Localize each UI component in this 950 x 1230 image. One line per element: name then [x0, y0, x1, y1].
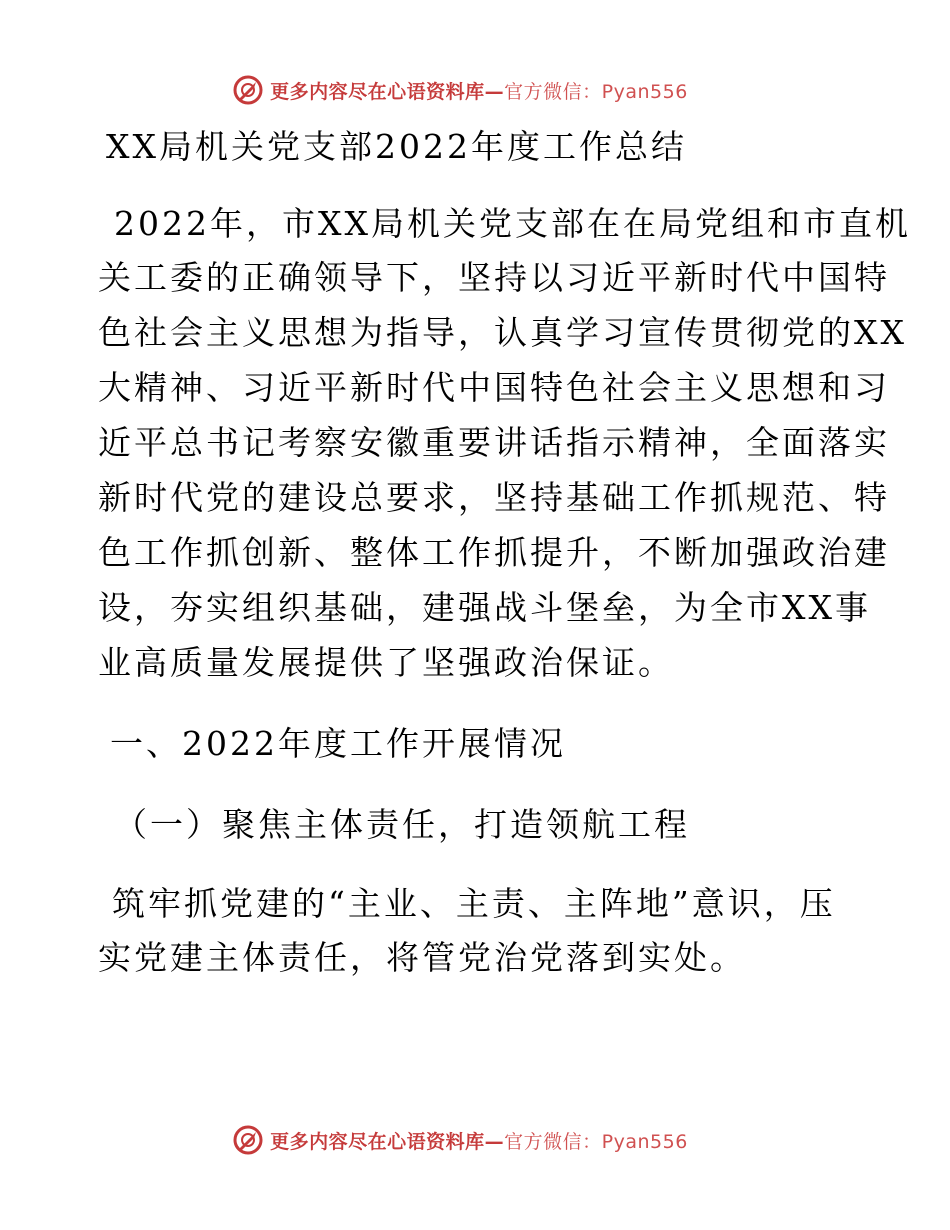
- intro-line: 新时代党的建设总要求，坚持基础工作抓规范、特: [98, 478, 890, 517]
- paragraph-line: 筑牢抓党建的“主业、主责、主阵地”意识，压: [112, 884, 836, 923]
- paragraph-line: 实党建主体责任，将管党治党落到实处。: [98, 938, 746, 977]
- watermark-header: [0, 70, 950, 110]
- watermark-text: [270, 77, 688, 104]
- watermark-logo-icon: [232, 1124, 264, 1156]
- intro-line: 2022年，市XX局机关党支部在在局党组和市直机: [114, 204, 911, 243]
- watermark-wechat-text: 官方微信：Pyan556: [504, 1130, 688, 1153]
- intro-line: 近平总书记考察安徽重要讲话指示精神，全面落实: [98, 423, 890, 462]
- watermark-text: [270, 1127, 688, 1154]
- intro-line: 色社会主义思想为指导，认真学习宣传贯彻党的XX: [98, 313, 907, 352]
- intro-line: 关工委的正确领导下，坚持以习近平新时代中国特: [98, 258, 890, 297]
- subsection-heading: （一）聚焦主体责任，打造领航工程: [114, 805, 690, 844]
- watermark-main-text: 更多内容尽在心语资料库—: [270, 80, 505, 103]
- intro-line: 色工作抓创新、整体工作抓提升，不断加强政治建: [98, 533, 890, 572]
- intro-line: 业高质量发展提供了坚强政治保证。: [98, 643, 674, 682]
- document-title: XX局机关党支部2022年度工作总结: [106, 127, 687, 166]
- watermark-main-text: 更多内容尽在心语资料库—: [270, 1130, 505, 1153]
- intro-line: 大精神、习近平新时代中国特色社会主义思想和习: [98, 368, 890, 407]
- section-heading: 一、2022年度工作开展情况: [110, 724, 566, 763]
- watermark-logo-icon: [232, 74, 264, 106]
- intro-line: 设，夯实组织基础，建强战斗堡垒，为全市XX事: [98, 588, 871, 627]
- watermark-footer: [0, 1120, 950, 1160]
- watermark-wechat-text: 官方微信：Pyan556: [504, 80, 688, 103]
